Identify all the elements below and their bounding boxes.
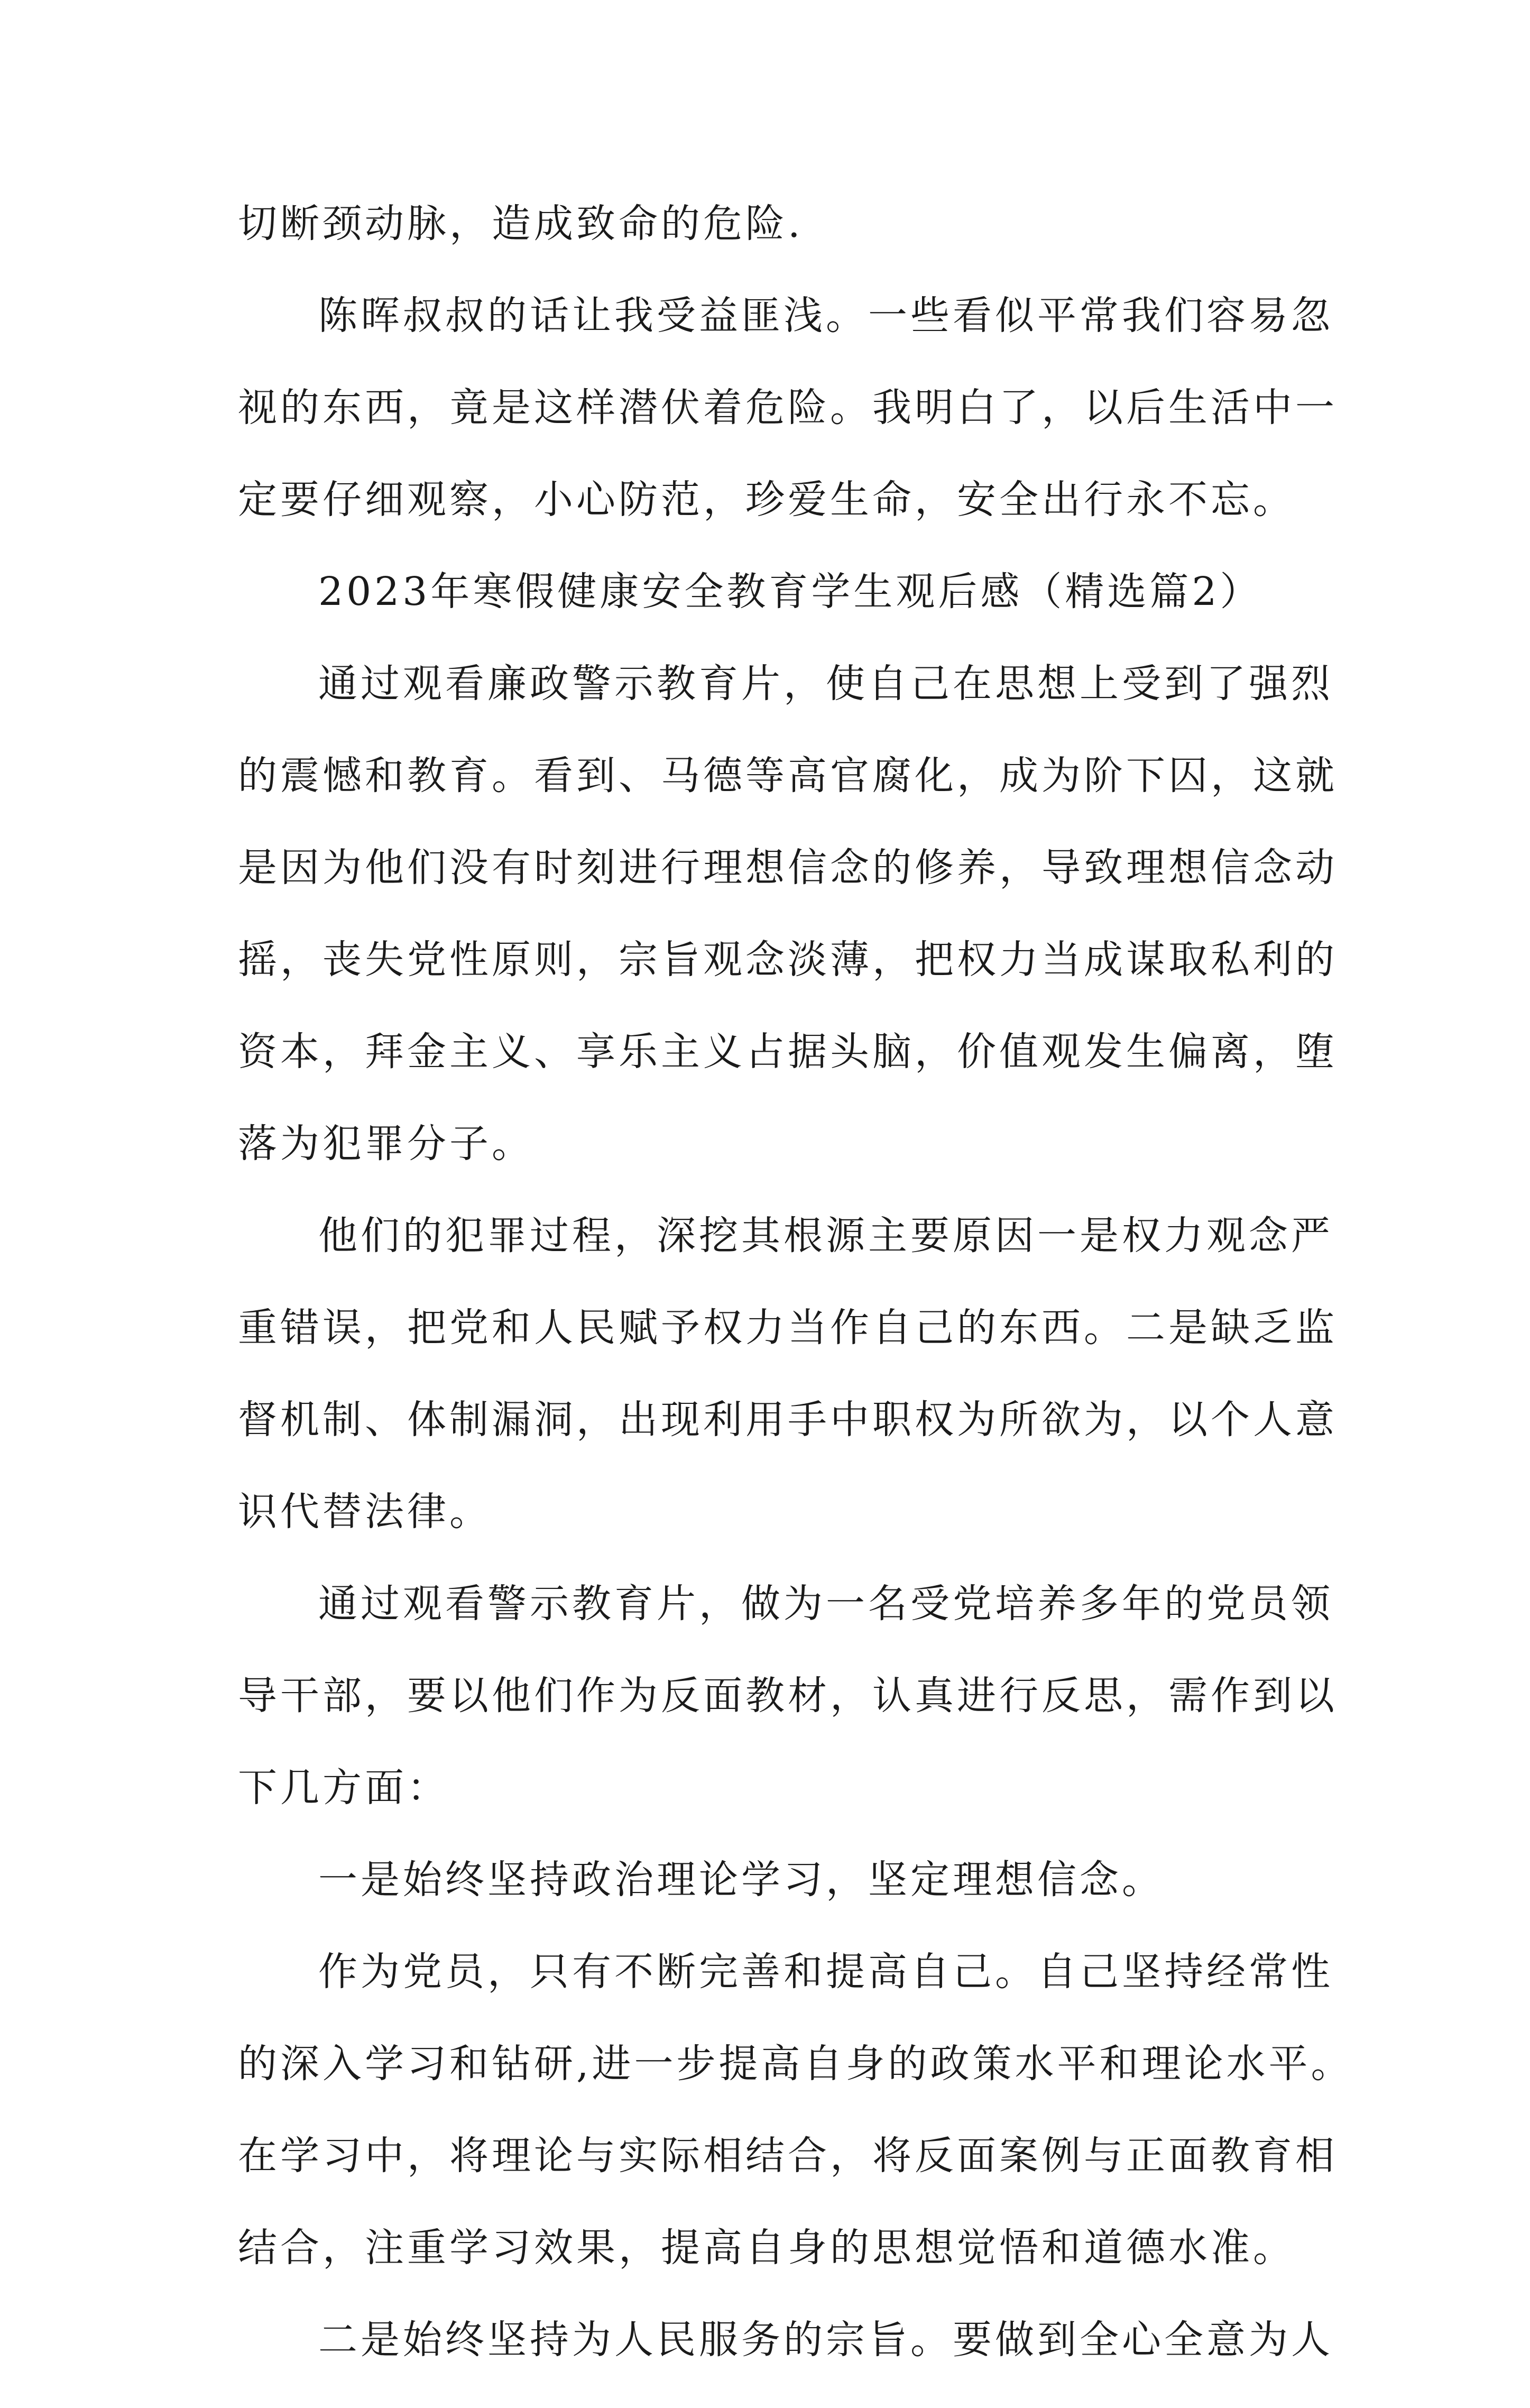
text-line: 是因为他们没有时刻进行理想信念的修养，导致理想信念动: [238, 845, 1338, 890]
text-line: 资本，拜金主义、享乐主义占据头脑，价值观发生偏离，堕: [238, 1029, 1338, 1074]
text-line: 二是始终坚持为人民服务的宗旨。要做到全心全意为人: [318, 2317, 1333, 2363]
text-line: 通过观看警示教育片，做为一名受党培养多年的党员领: [318, 1581, 1333, 1626]
text-line: 视的东西，竟是这样潜伏着危险。我明白了，以后生活中一: [238, 385, 1338, 430]
text-line: 重错误，把党和人民赋予权力当作自己的东西。二是缺乏监: [238, 1305, 1338, 1350]
text-line: 作为党员，只有不断完善和提高自己。自己坚持经常性: [318, 1949, 1333, 1995]
text-line: 督机制、体制漏洞，出现利用手中职权为所欲为，以个人意: [238, 1397, 1338, 1442]
text-line: 的震憾和教育。看到、马德等高官腐化，成为阶下囚，这就: [238, 753, 1338, 798]
text-line: 识代替法律。: [238, 1489, 492, 1534]
text-line: 摇，丧失党性原则，宗旨观念淡薄，把权力当成谋取私利的: [238, 937, 1338, 982]
text-line: 定要仔细观察，小心防范，珍爱生命，安全出行永不忘。: [238, 477, 1295, 522]
text-line: 在学习中，将理论与实际相结合，将反面案例与正面教育相: [238, 2133, 1338, 2179]
text-line: 他们的犯罪过程，深挖其根源主要原因一是权力观念严: [318, 1213, 1333, 1258]
text-line: 结合，注重学习效果，提高自身的思想觉悟和道德水准。: [238, 2225, 1295, 2271]
text-line: 落为犯罪分子。: [238, 1121, 534, 1166]
text-line: 一是始终坚持政治理论学习，坚定理想信念。: [318, 1857, 1164, 1902]
section-heading: 2023年寒假健康安全教育学生观后感（精选篇2）: [318, 569, 1262, 614]
text-line: 导干部，要以他们作为反面教材，认真进行反思，需作到以: [238, 1673, 1338, 1718]
text-line: 下几方面：: [238, 1765, 449, 1810]
text-line: 通过观看廉政警示教育片，使自己在思想上受到了强烈: [318, 661, 1333, 706]
text-line: 的深入学习和钻研,进一步提高自身的政策水平和理论水平。: [238, 2041, 1353, 2087]
text-line: 陈晖叔叔的话让我受益匪浅。一些看似平常我们容易忽: [318, 293, 1333, 338]
text-line: 切断颈动脉，造成致命的危险.: [238, 201, 804, 246]
document-body: [238, 200, 1353, 2408]
